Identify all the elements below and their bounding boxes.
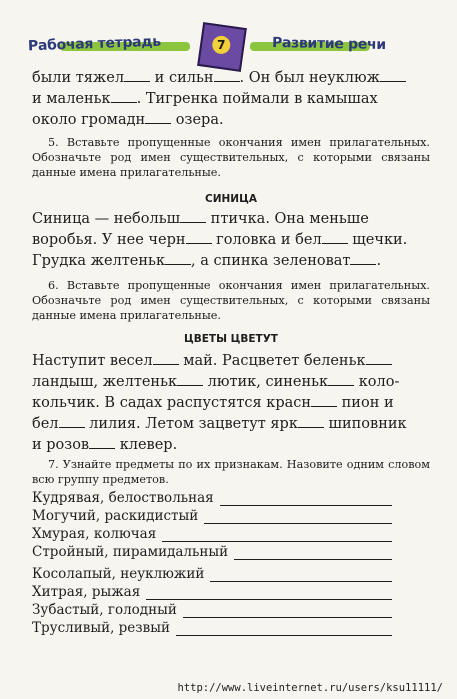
page-header: [0, 22, 457, 72]
passage-text: . Он был неуклюж: [239, 70, 380, 86]
ending-blank[interactable]: [180, 210, 206, 223]
ending-blank[interactable]: [350, 252, 376, 265]
passage-text: шиповник: [323, 416, 407, 432]
passage-text: . Тигренка поймали в камышах: [136, 91, 378, 107]
task5-instruction-text: 5. Вставьте пропущенные окончания имен прилагательных. Обозначьте род имен существительных, с которыми связаны данные имена прилагательные.: [32, 136, 430, 179]
passage-text: озера.: [171, 112, 224, 128]
passage-text: .: [376, 253, 382, 269]
passage-text: коло-: [354, 374, 400, 390]
intro-lines: [32, 68, 430, 131]
ending-blank[interactable]: [89, 436, 115, 449]
passage-text: лилия. Летом зацветут ярк: [84, 416, 298, 432]
passage-text: Синица — небольш: [32, 211, 181, 227]
clue-row: [32, 618, 392, 636]
ending-blank[interactable]: [111, 90, 137, 103]
answer-line[interactable]: [220, 493, 392, 506]
ending-blank[interactable]: [124, 69, 150, 82]
ending-blank[interactable]: [311, 394, 337, 407]
passage-text: и сильн: [150, 70, 214, 86]
passage-text: и розов: [32, 437, 90, 453]
ending-blank[interactable]: [153, 352, 179, 365]
task6-title: ЦВЕТЫ ЦВЕТУТ: [184, 333, 278, 345]
answer-line[interactable]: [183, 605, 392, 618]
intro-passage: [32, 68, 430, 131]
answer-line[interactable]: [146, 587, 392, 600]
ending-blank[interactable]: [366, 352, 392, 365]
task6-lines: [32, 351, 430, 456]
clue-text: Могучий, раскидистый: [32, 508, 199, 524]
passage-text: май. Расцветет беленьк: [178, 353, 366, 369]
answer-line[interactable]: [204, 511, 392, 524]
clue-text: Стройный, пирамидальный: [32, 544, 229, 560]
ending-blank[interactable]: [380, 69, 406, 82]
clue-row: [32, 542, 392, 560]
ending-blank[interactable]: [186, 231, 212, 244]
passage-text: пион и: [337, 395, 394, 411]
passage-text: лютик, синеньк: [203, 374, 329, 390]
task5-passage: [32, 209, 430, 272]
clue-text: Хитрая, рыжая: [32, 584, 141, 600]
task6-passage: [32, 351, 430, 456]
passage-text: Наступит весел: [32, 353, 153, 369]
passage-text: птичка. Она меньше: [206, 211, 369, 227]
ending-blank[interactable]: [145, 111, 171, 124]
passage-text: клевер.: [115, 437, 178, 453]
clue-text: Трусливый, резвый: [32, 620, 170, 636]
clue-text: Хмурая, колючая: [32, 526, 157, 542]
passage-text: воробья. У нее черн: [32, 232, 186, 248]
ending-blank[interactable]: [59, 415, 85, 428]
passage-text: около громадн: [32, 112, 146, 128]
clue-row: [32, 506, 392, 524]
ending-blank[interactable]: [328, 373, 354, 386]
passage-text: кольчик. В садах распустятся красн: [32, 395, 312, 411]
task7-instruction: [32, 457, 430, 487]
clue-row: [32, 600, 392, 618]
task7-instruction-text: 7. Узнайте предметы по их признакам. Назовите одним словом всю группу предметов.: [32, 458, 430, 486]
workbook-brand: Рабочая тетрадь: [27, 33, 162, 55]
clue-row: [32, 524, 392, 542]
passage-text: бел: [32, 416, 59, 432]
passage-text: головка и бел: [211, 232, 322, 248]
passage-text: Грудка желтеньк: [32, 253, 166, 269]
ending-blank[interactable]: [298, 415, 324, 428]
ending-blank[interactable]: [322, 231, 348, 244]
ending-blank[interactable]: [165, 252, 191, 265]
task5-instruction: [32, 135, 430, 180]
task7-group1: [32, 488, 392, 560]
passage-text: ландыш, желтеньк: [32, 374, 178, 390]
page-number: 7: [212, 36, 230, 54]
clue-text: Зубастый, голодный: [32, 602, 177, 618]
clue-row: [32, 488, 392, 506]
page-number-badge: [197, 22, 247, 72]
clue-row: [32, 582, 392, 600]
task7-group2: [32, 564, 392, 636]
task6-title-wrap: [32, 333, 430, 345]
answer-line[interactable]: [162, 529, 392, 542]
answer-line[interactable]: [210, 569, 392, 582]
task6-instruction-text: 6. Вставьте пропущенные окончания имен прилагательных. Обозначьте род имен существительных, с которыми связаны данные имена прилагательные.: [32, 279, 430, 322]
task5-lines: [32, 209, 430, 272]
passage-text: и маленьк: [32, 91, 111, 107]
task5-title: СИНИЦА: [205, 193, 257, 205]
answer-line[interactable]: [176, 623, 392, 636]
clue-text: Косолапый, неуклюжий: [32, 566, 205, 582]
task6-instruction: [32, 278, 430, 323]
source-url: http://www.liveinternet.ru/users/ksu11111/: [177, 682, 443, 694]
subject-brand: Развитие речи: [271, 35, 386, 53]
ending-blank[interactable]: [214, 69, 240, 82]
passage-text: щечки.: [347, 232, 408, 248]
passage-text: , а спинка зеленоват: [191, 253, 351, 269]
passage-text: были тяжел: [32, 70, 125, 86]
task5-title-wrap: [32, 193, 430, 205]
ending-blank[interactable]: [177, 373, 203, 386]
answer-line[interactable]: [234, 547, 392, 560]
clue-text: Кудрявая, белоствольная: [32, 490, 214, 506]
clue-row: [32, 564, 392, 582]
